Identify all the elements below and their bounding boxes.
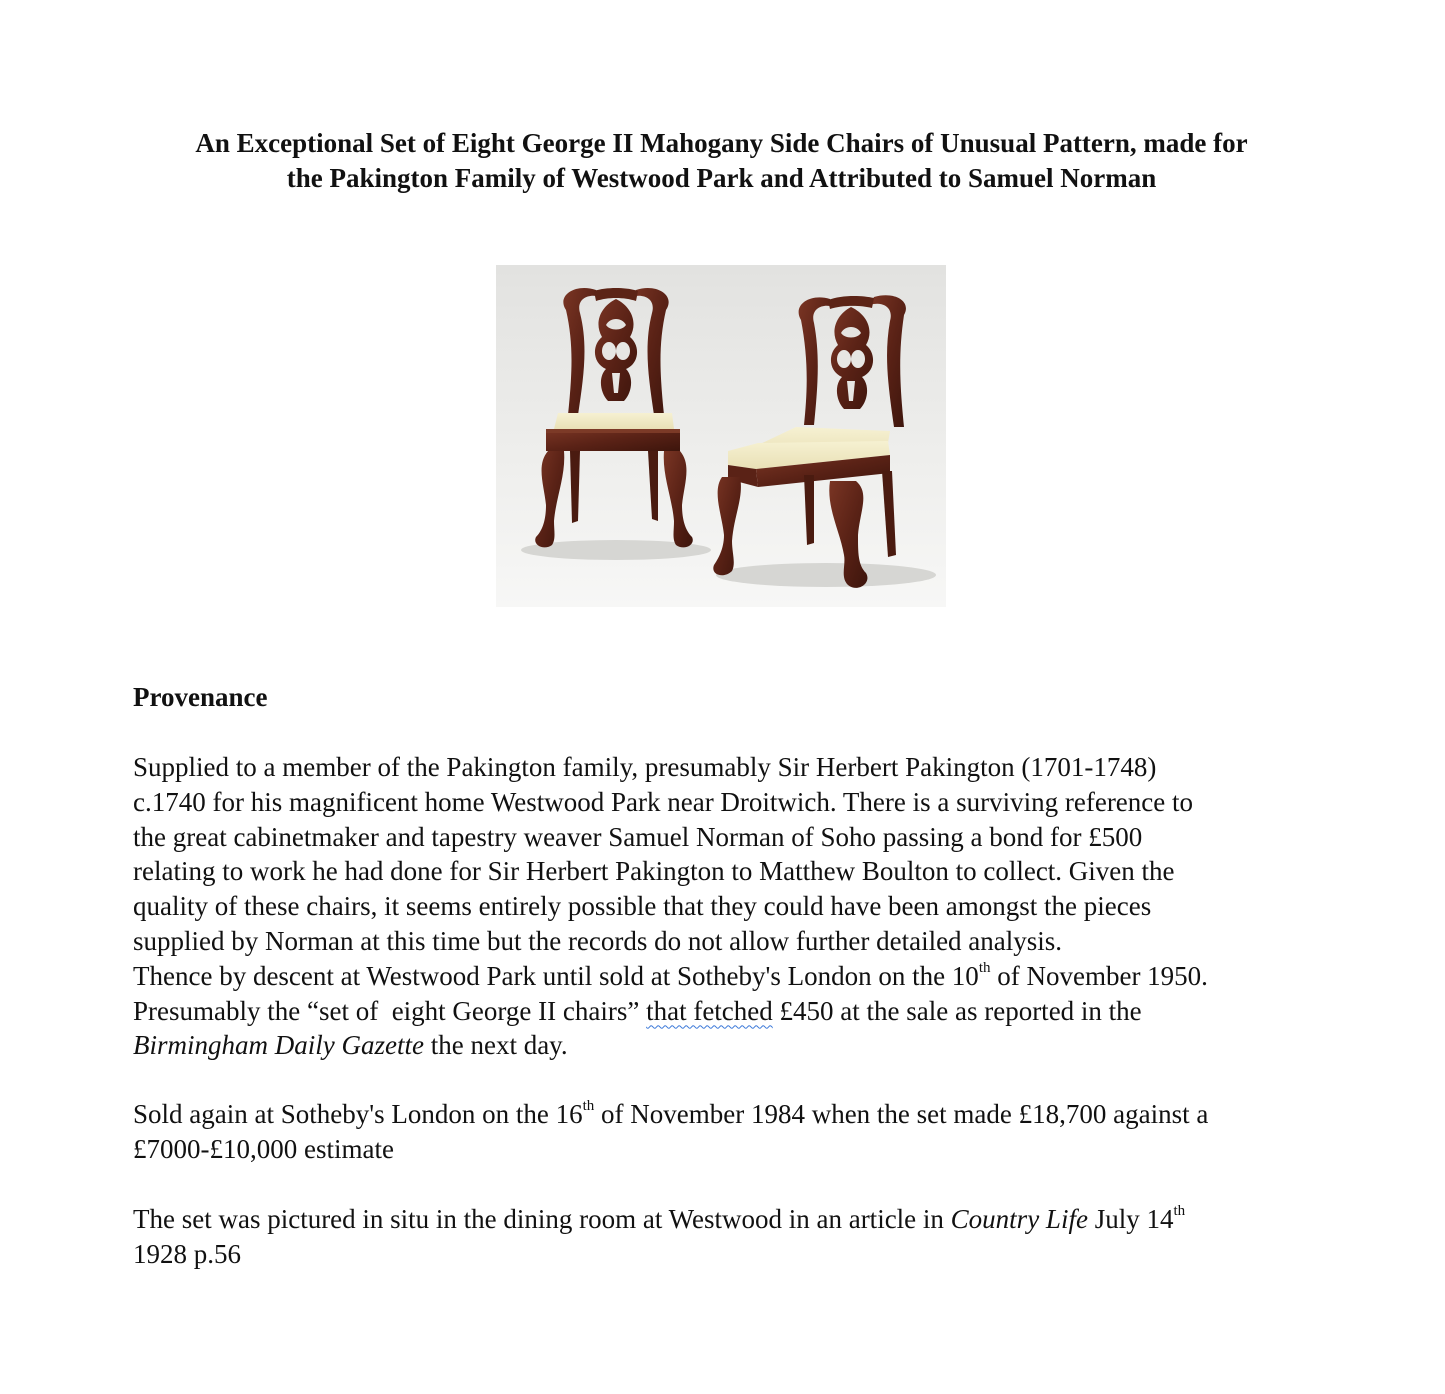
set-quote-text: Presumably the “set of eight George II chairs” bbox=[133, 995, 647, 1026]
paragraph-1-line-8 bbox=[133, 994, 1323, 1029]
paragraph-1-line-5: quality of these chairs, it seems entirely possible that they could have been amongst the pieces bbox=[133, 891, 1152, 922]
provenance-paragraph-3 bbox=[133, 1202, 1323, 1272]
paragraph-1-line-3: the great cabinetmaker and tapestry weaver Samuel Norman of Soho passing a bond for £500 bbox=[133, 821, 1143, 852]
paragraph-2-line-1 bbox=[133, 1097, 1323, 1132]
ordinal-suffix: th bbox=[582, 1098, 595, 1114]
paragraph-1-line-7 bbox=[133, 959, 1323, 994]
grammar-flagged-phrase[interactable]: that fetched bbox=[646, 995, 773, 1026]
paragraph-3-line-2: 1928 p.56 bbox=[133, 1238, 241, 1269]
newspaper-title: Birmingham Daily Gazette bbox=[133, 1030, 424, 1061]
title-line-2: the Pakington Family of Westwood Park and Attributed to Samuel Norman bbox=[286, 163, 1157, 193]
sale-1950-text: Thence by descent at Westwood Park until sold at Sotheby's London on the 10 bbox=[133, 960, 979, 991]
provenance-paragraph-1 bbox=[133, 750, 1323, 1063]
section-heading-provenance: Provenance bbox=[133, 682, 268, 712]
title-line-1: An Exceptional Set of Eight George II Mahogany Side Chairs of Unusual Pattern, made for bbox=[195, 128, 1248, 158]
paragraph-1-line-4: relating to work he had done for Sir Herbert Pakington to Matthew Boulton to collect. Given the bbox=[133, 856, 1175, 887]
magazine-title: Country Life bbox=[950, 1204, 1088, 1234]
ordinal-suffix: th bbox=[978, 959, 991, 976]
paragraph-1-line-1: Supplied to a member of the Pakington family, presumably Sir Herbert Pakington (1701-1748) bbox=[133, 752, 1157, 782]
paragraph-1-line-9 bbox=[133, 1028, 1323, 1063]
article-date-text: July 14 bbox=[1087, 1204, 1174, 1234]
sale-price-text: £450 at the sale as reported in the bbox=[772, 995, 1142, 1026]
document-title bbox=[100, 126, 1343, 196]
pictured-text: The set was pictured in situ in the dining room at Westwood in an article in bbox=[133, 1204, 951, 1234]
provenance-paragraph-2 bbox=[133, 1097, 1323, 1167]
paragraph-1-line-6: supplied by Norman at this time but the records do not allow further detailed analysis. bbox=[133, 925, 1063, 956]
ordinal-suffix: th bbox=[1173, 1203, 1186, 1219]
sale-1984-text: Sold again at Sotheby's London on the 16 bbox=[133, 1099, 583, 1129]
paragraph-3-line-1 bbox=[133, 1202, 1323, 1237]
paragraph-2-line-2: £7000-£10,000 estimate bbox=[133, 1133, 394, 1164]
next-day-text: the next day. bbox=[423, 1030, 568, 1061]
paragraph-1-line-2: c.1740 for his magnificent home Westwood Park near Droitwich. There is a surviving reference to bbox=[133, 786, 1194, 817]
chairs-photo bbox=[496, 265, 946, 607]
sale-1984-rest: of November 1984 when the set made £18,700 against a bbox=[594, 1099, 1209, 1129]
sale-1950-date-rest: of November 1950. bbox=[990, 960, 1208, 991]
